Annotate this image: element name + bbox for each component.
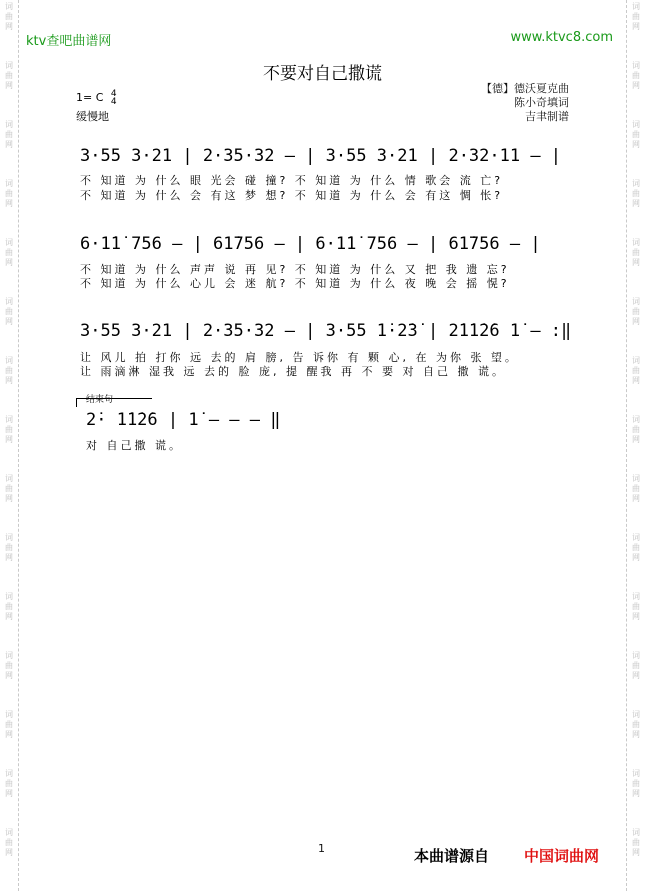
watermark-char: 曲 [632,130,640,139]
watermark-char: 网 [632,376,640,385]
watermark-glyphs [2,120,16,150]
source-prefix: 本曲谱源自 [414,847,490,865]
watermark-glyphs [2,2,16,32]
watermark-char: 网 [632,553,640,562]
watermark-char: 网 [5,612,13,621]
watermark-char: 网 [5,81,13,90]
watermark-char: 词 [5,179,13,188]
composer-credit: 【德】德沃夏克曲 [481,82,569,95]
watermark-glyphs [2,179,16,209]
lyric-line-4: 对 自己撒 谎。 [86,439,183,452]
watermark-char: 词 [632,238,640,247]
watermark-char: 网 [632,22,640,31]
watermark-char: 词 [5,474,13,483]
watermark-glyphs [2,769,16,799]
notation-line-3: 3·55 3·21 | 2·35·32 — | 3·55 1̇·2̇3̇ | 2̇1̇1̇2̇6 1̇ — :‖ [80,321,572,341]
watermark-char: 网 [5,730,13,739]
watermark-glyphs [629,474,643,504]
time-bottom: 4 [110,97,117,107]
watermark-char: 曲 [5,71,13,80]
watermark-char: 曲 [632,425,640,434]
watermark-char: 曲 [5,12,13,21]
watermark-char: 网 [5,789,13,798]
watermark-glyphs [2,592,16,622]
watermark-char: 词 [5,415,13,424]
watermark-glyphs [2,238,16,268]
lyric-line-2b: 不 知道 为 什么 心儿 会 迷 航? 不 知道 为 什么 夜 晚 会 摇 愰? [80,277,510,290]
watermark-char: 曲 [5,484,13,493]
watermark-char: 曲 [632,189,640,198]
source-site-link[interactable]: 中国词曲网 [524,847,600,865]
watermark-char: 网 [5,376,13,385]
watermark-glyphs [629,238,643,268]
watermark-char: 词 [632,415,640,424]
watermark-glyphs [629,2,643,32]
lyric-line-1b: 不 知道 为 什么 会 有这 梦 想? 不 知道 为 什么 会 有这 惆 怅? [80,189,504,202]
lyric-line-1a: 不 知道 为 什么 眼 光会 碰 撞? 不 知道 为 什么 情 歌会 流 亡? [80,174,504,187]
watermark-char: 词 [632,592,640,601]
ending-label: 结束句 [86,395,114,405]
watermark-char: 曲 [5,189,13,198]
watermark-char: 曲 [5,366,13,375]
lyric-line-2a: 不 知道 为 什么 声声 说 再 见? 不 知道 为 什么 又 把 我 遗 忘? [80,263,510,276]
watermark-glyphs [2,356,16,386]
watermark-glyphs [629,533,643,563]
watermark-glyphs [629,120,643,150]
watermark-char: 词 [632,533,640,542]
watermark-glyphs [2,710,16,740]
watermark-char: 词 [5,828,13,837]
watermark-char: 曲 [5,602,13,611]
watermark-char: 曲 [632,720,640,729]
watermark-char: 曲 [5,248,13,257]
watermark-char: 词 [632,651,640,660]
watermark-char: 词 [632,61,640,70]
watermark-glyphs [629,769,643,799]
credits-block [481,82,569,124]
watermark-char: 网 [5,258,13,267]
transcriber-credit: 吉聿制谱 [525,110,569,123]
watermark-char: 词 [5,356,13,365]
watermark-char: 曲 [632,366,640,375]
watermark-char: 词 [632,474,640,483]
watermark-glyphs [629,297,643,327]
watermark-char: 曲 [5,307,13,316]
watermark-char: 网 [632,199,640,208]
watermark-char: 网 [5,494,13,503]
watermark-glyphs [2,828,16,858]
watermark-char: 网 [5,435,13,444]
watermark-char: 曲 [5,720,13,729]
watermark-char: 词 [5,533,13,542]
watermark-glyphs [629,651,643,681]
watermark-char: 曲 [5,543,13,552]
notation-line-1: 3·55 3·21 | 2·35·32 — | 3·55 3·21 | 2·32·11 — | [80,146,562,166]
watermark-char: 词 [5,238,13,247]
watermark-char: 曲 [5,425,13,434]
time-top: 4 [110,89,117,99]
watermark-char: 网 [632,140,640,149]
watermark-char: 词 [632,356,640,365]
watermark-glyphs [629,710,643,740]
watermark-char: 曲 [632,838,640,847]
watermark-char: 网 [632,317,640,326]
watermark-char: 网 [5,140,13,149]
watermark-char: 词 [5,120,13,129]
watermark-char: 词 [632,120,640,129]
watermark-char: 网 [5,317,13,326]
watermark-char: 网 [632,671,640,680]
watermark-char: 曲 [632,661,640,670]
watermark-char: 词 [632,828,640,837]
watermark-char: 曲 [632,484,640,493]
watermark-char: 词 [632,769,640,778]
watermark-char: 网 [632,435,640,444]
key-label: 1= C [76,91,104,104]
key-signature [76,90,117,106]
watermark-glyphs [629,592,643,622]
watermark-glyphs [629,179,643,209]
lyric-line-3a: 让 风儿 拍 打你 远 去的 肩 膀, 告 诉你 有 颗 心, 在 为你 张 望。 [80,351,519,364]
watermark-char: 词 [632,179,640,188]
watermark-char: 网 [5,848,13,857]
site-url-right[interactable]: www.ktvc8.com [510,30,613,45]
watermark-char: 曲 [632,12,640,21]
watermark-char: 网 [5,22,13,31]
watermark-glyphs [629,415,643,445]
time-signature [111,90,117,106]
watermark-glyphs [2,415,16,445]
watermark-char: 词 [5,769,13,778]
watermark-char: 网 [632,258,640,267]
watermark-char: 词 [5,651,13,660]
watermark-char: 词 [5,2,13,11]
watermark-char: 曲 [632,602,640,611]
watermark-char: 网 [632,612,640,621]
watermark-char: 曲 [632,71,640,80]
notation-line-4: 2̇· 1̇1̇2̇6 | 1̇ — — — ‖ [86,410,281,430]
lyric-line-3b: 让 雨滴淋 湿我 远 去的 脸 庞, 提 醒我 再 不 要 对 自己 撒 谎。 [80,365,506,378]
watermark-char: 曲 [632,248,640,257]
watermark-char: 曲 [5,838,13,847]
lyricist-credit: 陈小奇填词 [514,96,569,109]
watermark-char: 词 [632,2,640,11]
watermark-glyphs [629,356,643,386]
site-name-left[interactable]: ktv查吧曲谱网 [26,34,112,49]
watermark-char: 网 [632,494,640,503]
song-title: 不要对自己撒谎 [263,64,382,84]
watermark-char: 网 [5,671,13,680]
watermark-char: 网 [632,730,640,739]
notation-line-2: 6·1̇1̇ 756 — | 61̇756 — | 6·1̇1̇ 756 — | 61̇756 — | [80,234,541,254]
watermark-char: 网 [5,199,13,208]
watermark-char: 网 [632,789,640,798]
watermark-char: 曲 [5,779,13,788]
watermark-glyphs [629,828,643,858]
page-number: 1 [318,842,325,855]
watermark-glyphs [2,533,16,563]
watermark-char: 曲 [632,543,640,552]
watermark-char: 曲 [5,661,13,670]
watermark-char: 网 [632,848,640,857]
watermark-char: 曲 [632,307,640,316]
watermark-glyphs [2,474,16,504]
watermark-char: 词 [5,297,13,306]
watermark-char: 词 [5,61,13,70]
watermark-char: 曲 [5,130,13,139]
watermark-char: 曲 [632,779,640,788]
watermark-char: 词 [5,710,13,719]
watermark-char: 词 [632,297,640,306]
watermark-glyphs [2,297,16,327]
tempo-marking: 缓慢地 [76,110,109,123]
watermark-char: 词 [5,592,13,601]
watermark-char: 网 [632,81,640,90]
watermark-char: 网 [5,553,13,562]
watermark-glyphs [2,651,16,681]
watermark-char: 词 [632,710,640,719]
